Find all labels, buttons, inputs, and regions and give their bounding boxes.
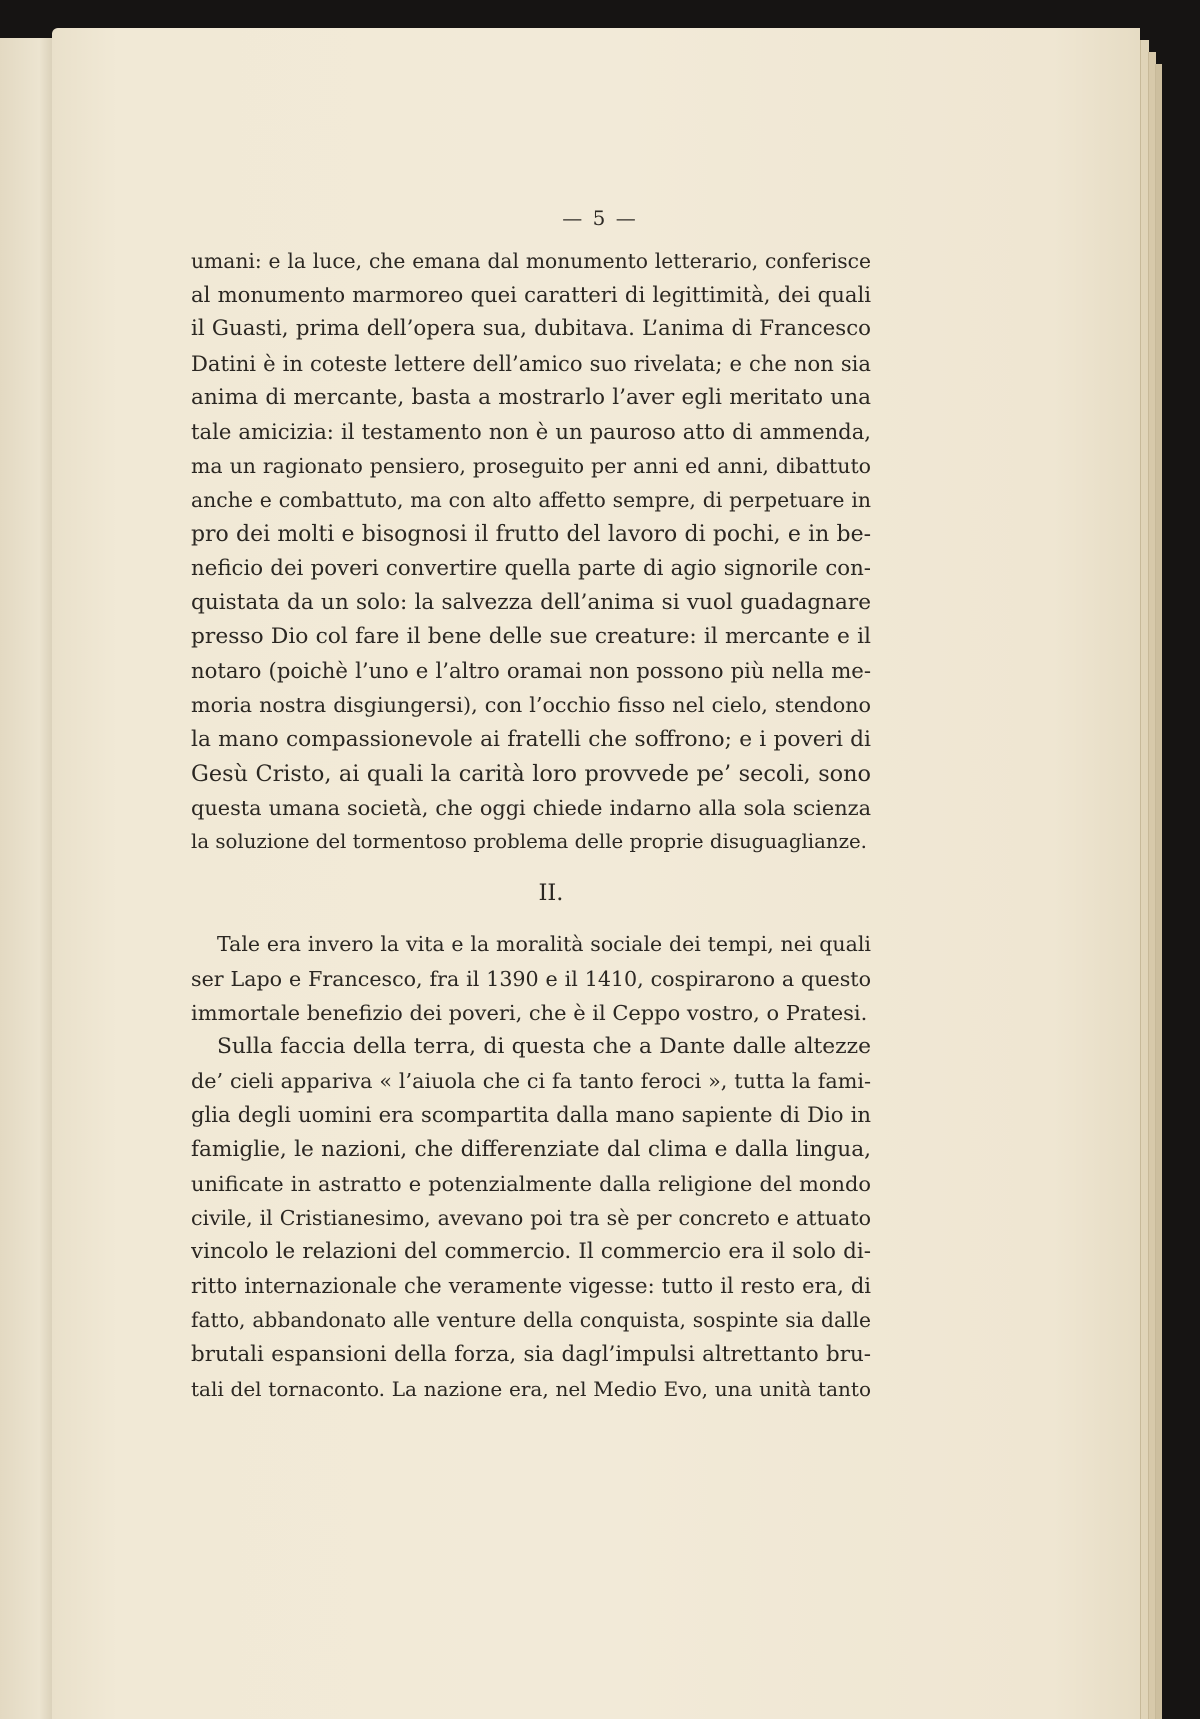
text-line: immortale benefizio dei poveri, che è il Ceppo vostro, o Pratesi. (191, 1000, 868, 1025)
text-line: brutali espansioni della forza, sia dagl’impulsi altrettanto bru- (191, 1341, 871, 1367)
text-line: Sulla faccia della terra, di questa che a Dante dalle altezze (217, 1033, 871, 1059)
text-line: quistata da un solo: la salvezza dell’anima si vuol guadagnare (191, 589, 871, 615)
text-line: ser Lapo e Francesco, fra il 1390 e il 1410, cospirarono a questo (191, 966, 871, 991)
text-line: famiglie, le nazioni, che differenziate dal clima e dalla lingua, (191, 1136, 871, 1162)
text-line: Gesù Cristo, ai quali la carità loro provvede pe’ secoli, sono (191, 760, 871, 787)
text-line: anche e combattuto, ma con alto affetto sempre, di perpetuare in (191, 488, 871, 513)
text-line: presso Dio col fare il bene delle sue creature: il mercante e il (191, 624, 871, 650)
text-line: tali del tornaconto. La nazione era, nel Medio Evo, una unità tanto (191, 1376, 871, 1401)
text-line: tale amicizia: il testamento non è un pauroso atto di ammenda, (191, 418, 871, 444)
text-line: glia degli uomini era scompartita dalla mano sapiente di Dio in (191, 1102, 871, 1128)
text-line: questa umana società, che oggi chiede indarno alla sola scienza (191, 796, 871, 820)
text-line: ritto internazionale che veramente vigesse: tutto il resto era, di (191, 1274, 871, 1299)
text-line: Tale era invero la vita e la moralità sociale dei tempi, nei quali (217, 932, 871, 957)
text-line: la soluzione del tormentoso problema delle proprie disuguaglianze. (191, 830, 867, 854)
text-line: Datini è in coteste lettere dell’amico suo rivelata; e che non sia (191, 350, 871, 376)
text-line: vincolo le relazioni del commercio. Il commercio era il solo di- (191, 1239, 871, 1265)
body-text (191, 244, 871, 1406)
text-line: il Guasti, prima dell’opera sua, dubitava. L’anima di Francesco (191, 316, 871, 342)
text-line: notaro (poichè l’uno e l’altro oramai non possono più nella me- (191, 658, 871, 684)
page-stack-edge (1155, 64, 1162, 1719)
text-line: pro dei molti e bisognosi il frutto del lavoro di pochi, e in be- (191, 521, 871, 547)
text-line: la mano compassionevole ai fratelli che soffrono; e i poveri di (191, 726, 871, 752)
paragraph (191, 1030, 871, 1406)
text-line: ma un ragionato pensiero, proseguito per anni ed anni, dibattuto (191, 454, 871, 479)
text-line: al monumento marmoreo quei caratteri di legittimità, dei quali (191, 282, 871, 308)
text-line: de’ cieli appariva « l’aiuola che ci fa tanto feroci », tutta la fami- (191, 1069, 871, 1094)
paragraph-continued (191, 244, 871, 859)
text-line: moria nostra disgiungersi), con l’occhio fisso nel cielo, stendono (191, 693, 871, 718)
text-line: civile, il Cristianesimo, avevano poi tra sè per concreto e attuato (191, 1205, 871, 1230)
text-line: anima di mercante, basta a mostrarlo l’aver egli meritato una (191, 384, 871, 410)
paragraph (191, 927, 871, 1030)
section-heading: II. (538, 880, 564, 907)
text-line: unificate in astratto e potenzialmente dalla religione del mondo (191, 1171, 871, 1196)
text-line: fatto, abbandonato alle venture della conquista, sospinte sia dalle (191, 1308, 871, 1333)
text-line: neficio dei poveri convertire quella parte di agio signorile con- (191, 555, 871, 581)
previous-page-edge (0, 38, 57, 1719)
text-line: umani: e la luce, che emana dal monumento letterario, conferisce (191, 249, 871, 273)
page-number: — 5 — (562, 206, 638, 230)
